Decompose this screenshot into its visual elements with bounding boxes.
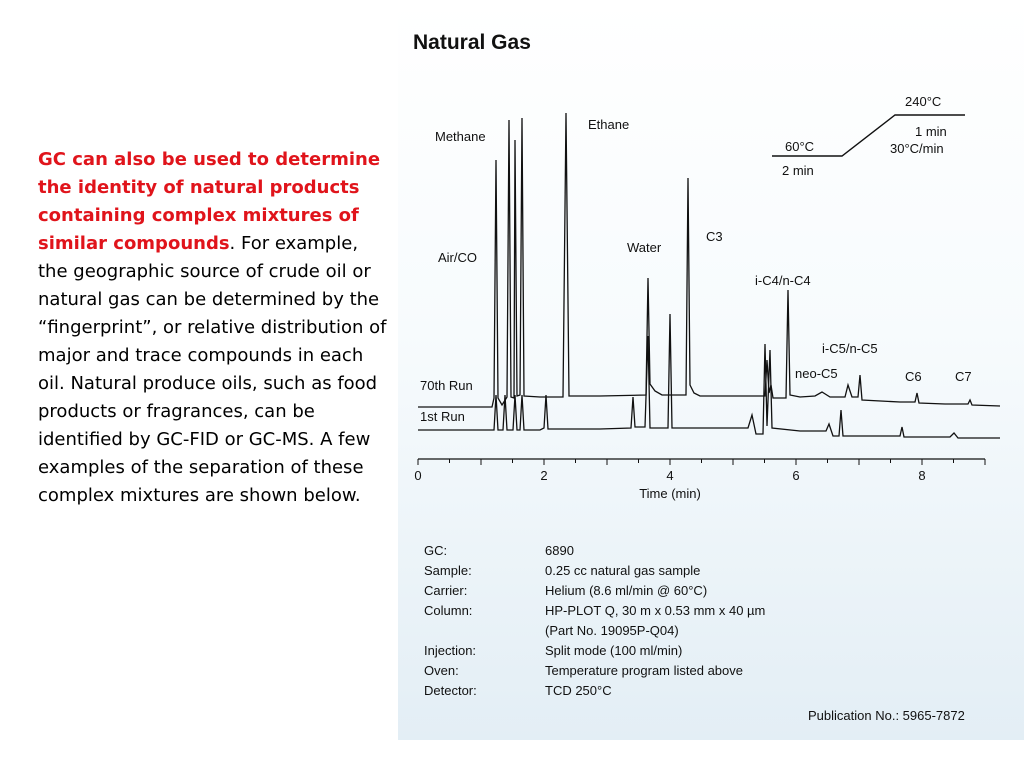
peak-label-water: Water bbox=[627, 240, 662, 255]
x-axis-tick-label: 2 bbox=[540, 468, 548, 483]
details-key: Oven: bbox=[424, 663, 459, 678]
peak-label-neo-c5: neo-C5 bbox=[795, 366, 838, 381]
details-key: Detector: bbox=[424, 683, 477, 698]
final-temp-label: 240°C bbox=[905, 94, 942, 109]
details-value: HP-PLOT Q, 30 m x 0.53 mm x 40 µm bbox=[545, 603, 766, 618]
paragraph-body: . For example, the geographic source of crude oil or natural gas can be determined by the “fingerprint”, or relative distribution of major and trace compounds in each oil. Natural produce oils, such as food products or fragrances, can be identified by GC-FID or GC-MS. A few examples of the separation of these complex mixtures are shown below. bbox=[38, 233, 387, 506]
x-axis-tick-label: 0 bbox=[414, 468, 422, 483]
details-value: (Part No. 19095P-Q04) bbox=[545, 623, 679, 638]
details-value: 6890 bbox=[545, 543, 574, 558]
chromatogram-svg bbox=[398, 0, 1024, 740]
peak-label-c7: C7 bbox=[955, 369, 972, 384]
details-key: Column: bbox=[424, 603, 473, 618]
x-axis-tick-label: 4 bbox=[666, 468, 674, 483]
peak-label-c3: C3 bbox=[706, 229, 723, 244]
peak-label-ic4-nc4: i-C4/n-C4 bbox=[755, 273, 811, 288]
peak-label-c6: C6 bbox=[905, 369, 922, 384]
initial-temp-label: 60°C bbox=[785, 139, 815, 154]
details-key: GC: bbox=[424, 543, 448, 558]
x-axis-title: Time (min) bbox=[639, 486, 701, 501]
peak-label-ic5-nc5: i-C5/n-C5 bbox=[822, 341, 878, 356]
details-value: Split mode (100 ml/min) bbox=[545, 643, 683, 658]
details-key: Injection: bbox=[424, 643, 477, 658]
publication-number: Publication No.: 5965-7872 bbox=[808, 708, 965, 723]
peak-label-ethane: Ethane bbox=[588, 117, 630, 132]
details-value: 0.25 cc natural gas sample bbox=[545, 563, 701, 578]
details-value: Temperature program listed above bbox=[545, 663, 743, 678]
x-axis-tick-label: 6 bbox=[792, 468, 800, 483]
figure-background bbox=[398, 0, 1024, 740]
highlighted-statement: GC can also be used to determine the identity of natural products containing complex mixtures of similar compounds bbox=[38, 149, 381, 254]
details-value: TCD 250°C bbox=[545, 683, 612, 698]
run-label-1st: 1st Run bbox=[420, 409, 465, 424]
details-key: Sample: bbox=[424, 563, 472, 578]
details-value: Helium (8.6 ml/min @ 60°C) bbox=[545, 583, 708, 598]
peak-label-air-co: Air/CO bbox=[438, 250, 477, 265]
description-paragraph bbox=[38, 146, 388, 510]
initial-hold-label: 2 min bbox=[782, 163, 814, 178]
details-key: Carrier: bbox=[424, 583, 468, 598]
ramp-rate-label: 30°C/min bbox=[890, 141, 944, 156]
x-axis-tick-label: 8 bbox=[918, 468, 926, 483]
run-label-70th: 70th Run bbox=[420, 378, 473, 393]
chromatogram-figure bbox=[398, 0, 1024, 740]
figure-title: Natural Gas bbox=[413, 31, 531, 54]
final-hold-label: 1 min bbox=[915, 124, 947, 139]
peak-label-methane: Methane bbox=[435, 129, 486, 144]
